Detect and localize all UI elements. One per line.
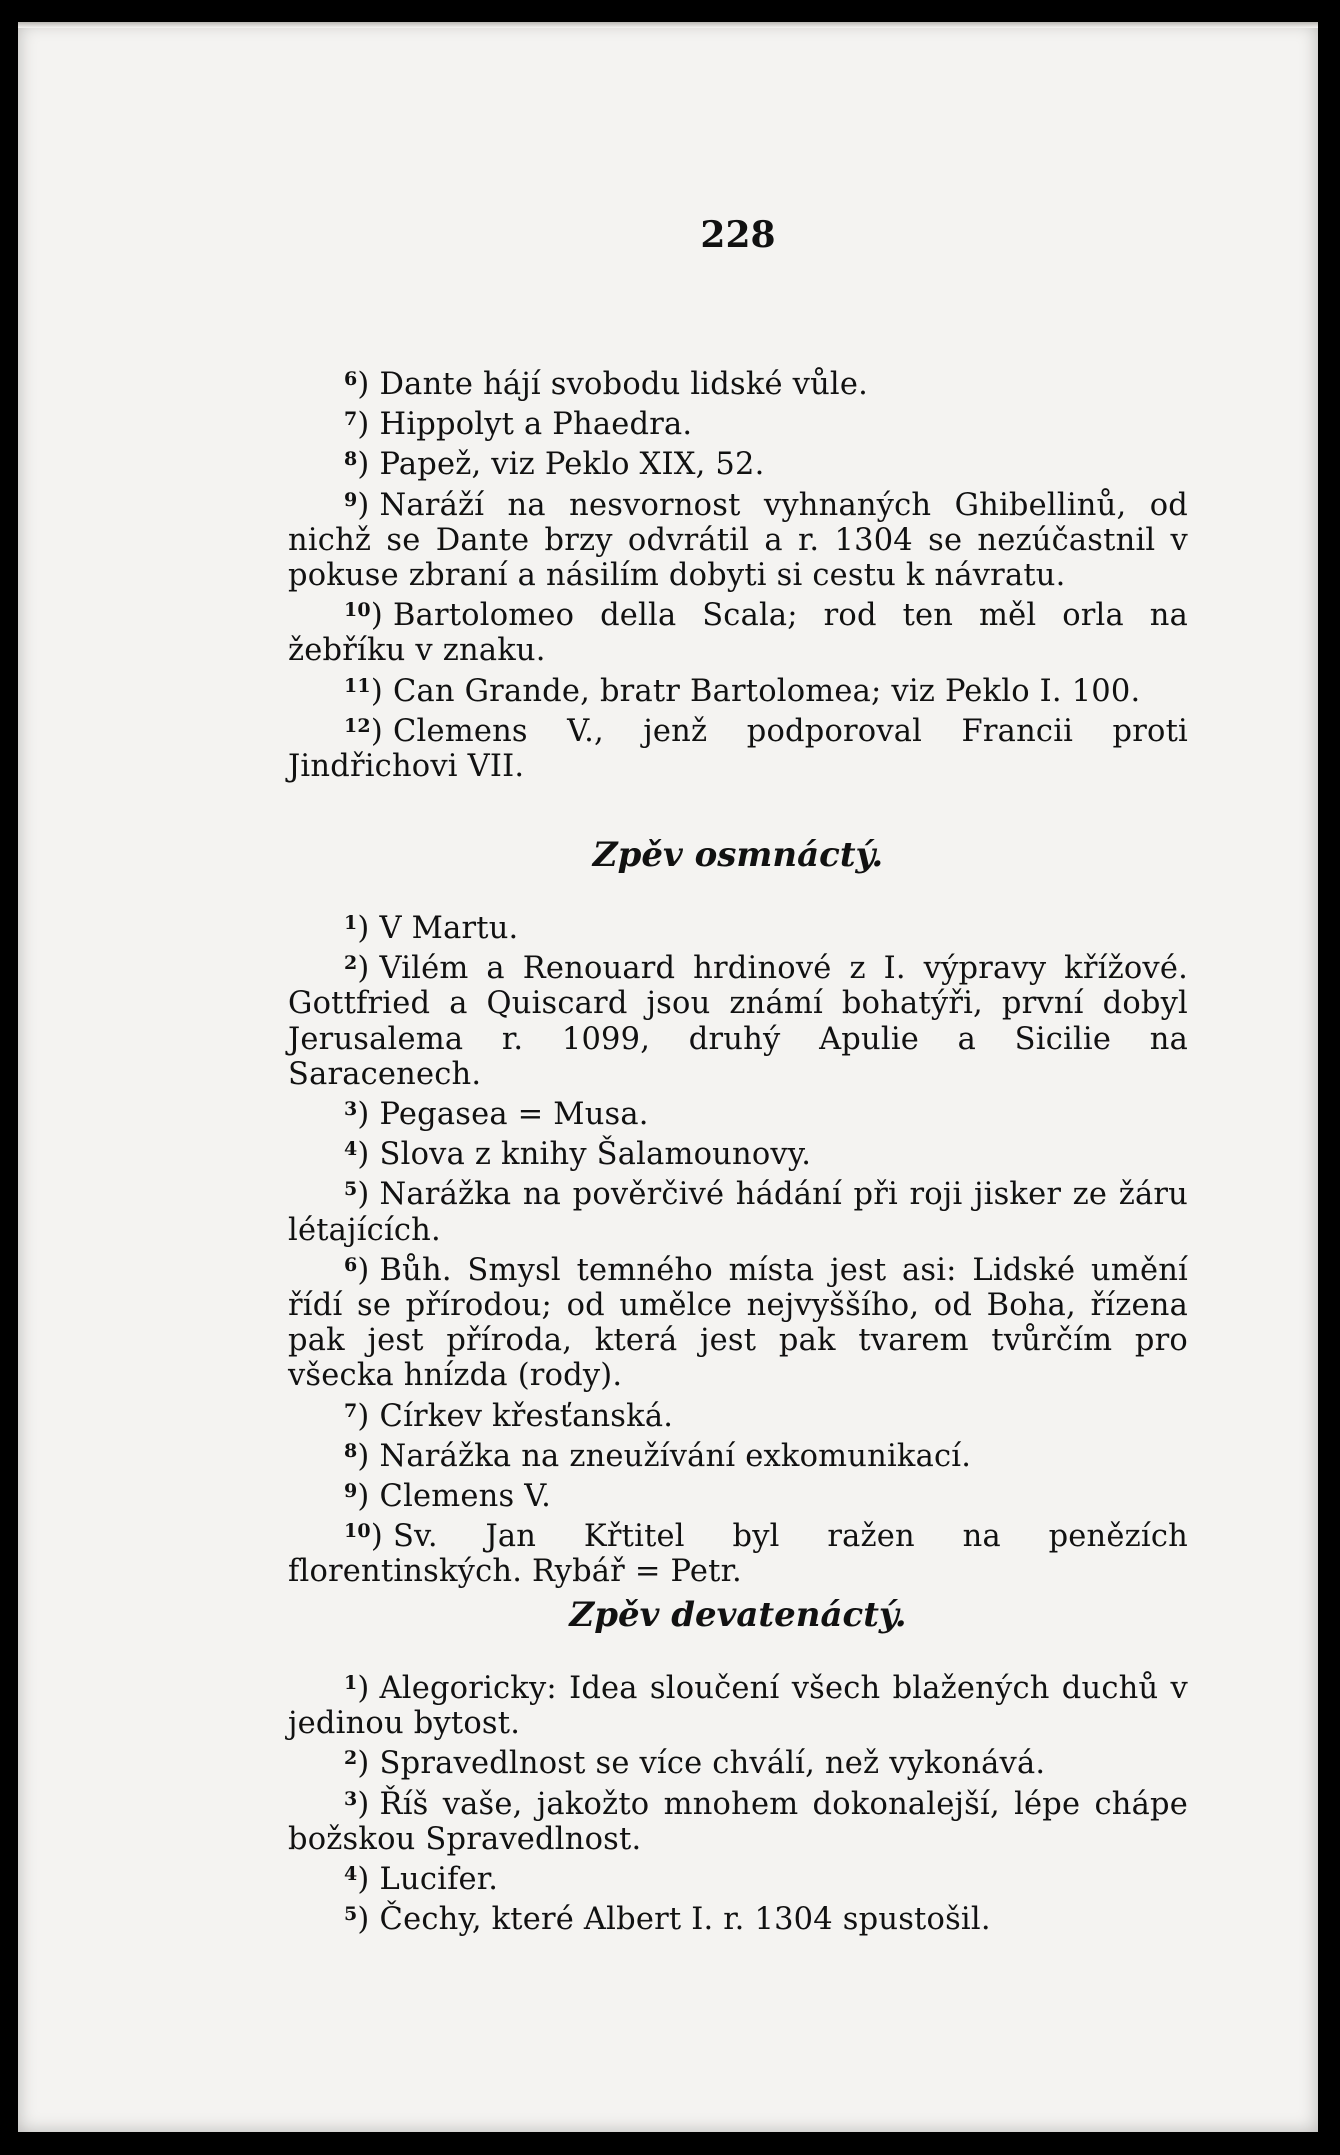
- footnote: [288, 1666, 1188, 1741]
- footnote-paren: ): [357, 951, 370, 987]
- footnote-number: 4: [344, 1138, 358, 1161]
- footnote: [288, 1434, 1188, 1474]
- footnote-paren: ): [357, 1902, 370, 1938]
- footnote-text: Slova z knihy Šalamounovy.: [379, 1137, 812, 1173]
- footnote-text: Papež, viz Peklo XIX, 52.: [379, 447, 765, 483]
- footnote: [288, 1132, 1188, 1172]
- footnote: [288, 1857, 1188, 1897]
- footnote-text: Spravedlnost se více chválí, než vykonává.: [379, 1746, 1046, 1782]
- footnote-number: 8: [344, 1439, 358, 1462]
- footnote: [288, 906, 1188, 946]
- footnote-paren: ): [370, 673, 383, 709]
- footnote-number: 7: [344, 408, 358, 431]
- footnote-number: 1: [344, 912, 358, 934]
- footnote-text: Clemens V., jenž podporoval Francii proti Jindřichovi VII.: [288, 713, 1188, 785]
- page-number: 228: [700, 214, 776, 256]
- footnote-number: 6: [344, 1253, 358, 1276]
- footnote: [288, 593, 1188, 668]
- footnote-text: V Martu.: [379, 911, 519, 946]
- footnote-paren: ): [357, 1862, 370, 1898]
- footnote-paren: ): [357, 407, 370, 443]
- footnote-text: Bartolomeo della Scala; rod ten měl orla na žebříku v znaku.: [288, 598, 1188, 669]
- footnote: [288, 442, 1188, 482]
- footnote-text: Narážka na zneužívání exkomunikací.: [379, 1438, 972, 1474]
- footnote: [288, 1474, 1188, 1514]
- footnote: [288, 669, 1188, 709]
- footnote-text: Dante hájí svobodu lidské vůle.: [379, 367, 869, 402]
- footnote-text: Clemens V.: [379, 1479, 552, 1515]
- footnote-paren: ): [357, 911, 370, 946]
- footnote-paren: ): [357, 367, 370, 402]
- footnote-number: 5: [344, 1903, 358, 1926]
- footnote-text: Naráží na nesvornost vyhnaných Ghibellinů, od nichž se Dante brzy odvrátil a r. 1304 se nezúčastnil v pokuse zbraní a násilím dobyti si cestu k návratu.: [288, 487, 1188, 594]
- footnote-paren: ): [357, 447, 370, 483]
- footnote-paren: ): [357, 487, 370, 523]
- footnote-number: 4: [344, 1863, 358, 1886]
- footnote: [288, 1394, 1188, 1434]
- footnote-text: Hippolyt a Phaedra.: [379, 407, 693, 443]
- footnote-number: 6: [344, 368, 358, 390]
- footnote: [288, 362, 1188, 402]
- footnote-text: Lucifer.: [379, 1862, 499, 1898]
- footnote-text: Čechy, které Albert I. r. 1304 spustošil.: [379, 1902, 991, 1938]
- footnote-text: Sv. Jan Křtitel byl ražen na penězích florentinských. Rybář = Petr.: [288, 1519, 1188, 1590]
- footnote-number: 9: [344, 488, 358, 511]
- footnote-text: Bůh. Smysl temného místa jest asi: Lidské umění řídí se přírodou; od umělce nejvyššího, od Boha, řízena pak jest příroda, která jest pak tvarem tvůrčím pro všecka hnízda (rody).: [288, 1252, 1188, 1394]
- footnote-number: 3: [344, 1098, 358, 1121]
- footnote-text: Církev křesťanská.: [379, 1398, 674, 1434]
- footnote: [288, 946, 1188, 1092]
- footnote-paren: ): [357, 1398, 370, 1434]
- footnote-paren: ): [357, 1671, 370, 1706]
- section-heading: Zpěv osmnáctý.: [592, 835, 884, 875]
- footnote-paren: ): [357, 1438, 370, 1474]
- footnote-text: Vilém a Renouard hrdinové z I. výpravy křížové. Gottfried a Quiscard jsou známí bohatýři, první dobyl Jerusalema r. 1099, druhý Apulie a Sicilie na Saracenech.: [288, 951, 1188, 1092]
- section-zpev-osmnacty: [288, 832, 1188, 1590]
- footnote: [288, 402, 1188, 442]
- footnote-text: Alegoricky: Idea sloučení všech blažených duchů v jedinou bytost.: [288, 1671, 1188, 1742]
- page-top-edge: [18, 22, 1318, 28]
- footnotes-continued: [288, 362, 1188, 784]
- footnote-number: 8: [344, 448, 358, 471]
- footnote-text: Narážka na pověrčivé hádání při roji jisker ze žáru létajících.: [288, 1177, 1188, 1248]
- footnote-text: Can Grande, bratr Bartolomea; viz Peklo I. 100.: [392, 673, 1141, 709]
- section-heading: Zpěv devatenáctý.: [569, 1595, 907, 1635]
- footnote-paren: ): [357, 1786, 370, 1822]
- footnote-paren: ): [370, 1519, 383, 1555]
- footnote-number: 10: [344, 1520, 371, 1543]
- footnote-number: 3: [344, 1787, 358, 1810]
- footnote-paren: ): [357, 1252, 370, 1288]
- footnote-number: 1: [344, 1672, 358, 1694]
- footnote-number: 2: [344, 952, 358, 975]
- footnote-number: 5: [344, 1178, 358, 1201]
- footnote: [288, 483, 1188, 594]
- footnote: [288, 1782, 1188, 1857]
- book-page: [18, 22, 1318, 2132]
- section-zpev-devatenacty: [288, 1592, 1188, 1937]
- footnote-paren: ): [357, 1137, 370, 1173]
- footnote-text: Říš vaše, jakožto mnohem dokonalejší, lépe chápe božskou Spravedlnost.: [288, 1786, 1188, 1857]
- footnote: [288, 1172, 1188, 1247]
- footnote-paren: ): [357, 1177, 370, 1213]
- footnote: [288, 1741, 1188, 1781]
- footnote-number: 11: [344, 674, 371, 697]
- footnote-paren: ): [370, 598, 383, 634]
- footnote: [288, 709, 1188, 784]
- footnote-paren: ): [370, 713, 383, 749]
- footnote: [288, 1514, 1188, 1589]
- footnote-text: Pegasea = Musa.: [379, 1097, 649, 1133]
- footnote-number: 10: [344, 599, 371, 622]
- footnote-number: 7: [344, 1399, 358, 1422]
- footnote-paren: ): [357, 1746, 370, 1782]
- footnote: [288, 1248, 1188, 1394]
- footnote-number: 2: [344, 1747, 358, 1770]
- footnote-paren: ): [357, 1097, 370, 1133]
- footnote-number: 12: [344, 714, 371, 737]
- footnote: [288, 1897, 1188, 1937]
- footnote-number: 9: [344, 1480, 358, 1503]
- footnote-paren: ): [357, 1479, 370, 1515]
- footnote: [288, 1092, 1188, 1132]
